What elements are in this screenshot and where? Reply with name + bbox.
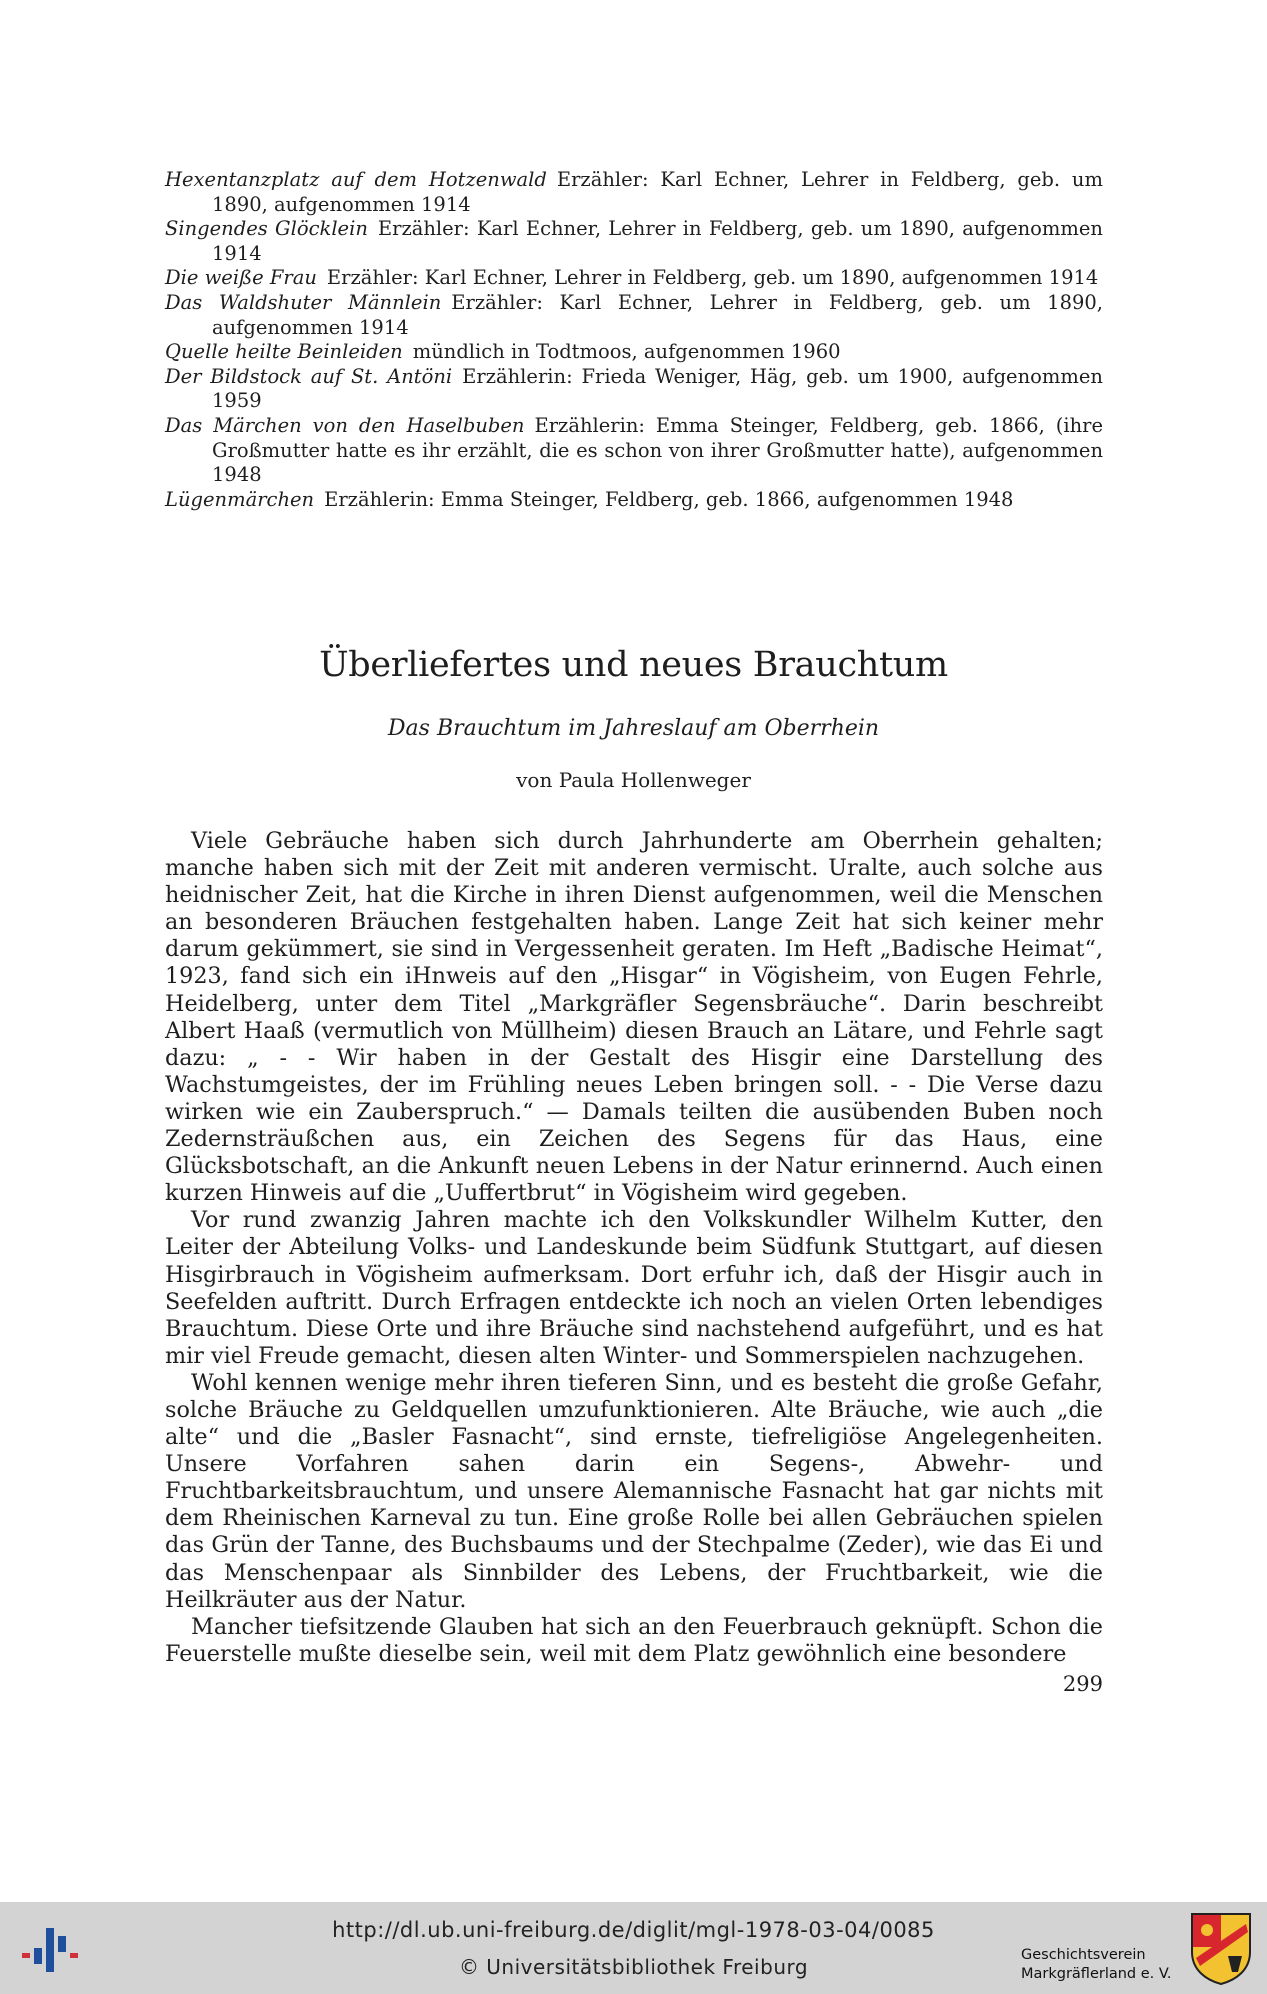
source-title: Das Märchen von den Haselbuben — [165, 413, 525, 437]
copyright-notice: © Universitätsbibliothek Freiburg — [458, 1955, 809, 1979]
source-details: mündlich in Todtmoos, aufgenommen 1960 — [412, 340, 841, 364]
source-details: Erzähler: Karl Echner, Lehrer in Feldberg, geb. um 1890, aufgenommen 1914 — [326, 266, 1099, 290]
source-entry — [165, 488, 1103, 513]
source-title: Hexentanzplatz auf dem Hotzenwald — [165, 168, 547, 191]
source-details: Erzählerin: Frieda Weniger, Häg, geb. um 1900, aufgenommen 1959 — [212, 364, 1103, 413]
coat-of-arms-icon — [1190, 1912, 1252, 1986]
body-paragraph: Viele Gebräuche haben sich durch Jahrhunderte am Oberrhein gehalten; manche haben sich mit der Zeit mit anderen vermischt. Uralte, auch solche aus heidnischer Zeit, hat die Kirche in ihren Dienst aufgenommen, weil die Menschen an besonderen Bräuchen festgehalten haben. Lange Zeit hat sich keiner mehr darum gekümmert, sie sind in Vergessenheit geraten. Im Heft „Badische Heimat“, 1923, fand sich ein iHnweis auf den „Hisgar“ in Vögisheim, von Eugen Fehrle, Heidelberg, unter dem Titel „Markgräfler Segensbräuche“. Darin beschreibt Albert Haaß (vermutlich von Müllheim) diesen Brauch an Lätare, und Fehrle sagt dazu: „ - - Wir haben in der Gestalt des Hisgir eine Darstellung des Wachstumgeistes, der im Frühling neues Leben bringen soll. - - Die Verse dazu wirken wie ein Zauberspruch.“ — Damals teilten die ausübenden Buben noch Zedernsträußchen aus, ein Zeichen des Segens für das Haus, eine Glücksbotschaft, an die Ankunft neuen Lebens in der Natur erinnernd. Auch einen kurzen Hinweis auf die „Uuffertbrut“ in Vögisheim wird gegeben. — [165, 828, 1103, 1207]
source-details: Erzählerin: Emma Steinger, Feldberg, geb. 1866, aufgenommen 1948 — [324, 487, 1014, 511]
article-body — [165, 828, 1103, 1668]
society-line-1: Geschichtsverein — [1021, 1947, 1146, 1963]
source-title: Quelle heilte Beinleiden — [165, 340, 403, 364]
source-list — [165, 168, 1103, 512]
source-title: Lügenmärchen — [165, 487, 315, 511]
source-title: Die weiße Frau — [165, 266, 317, 290]
body-paragraph: Wohl kennen wenige mehr ihren tieferen Sinn, und es besteht die große Gefahr, solche Bräuche zu Geldquellen umzufunktionieren. Alte Bräuche, wie auch „die alte“ und die „Basler Fasnacht“, sind ernste, tiefreligiöse Angelegenheiten. Unsere Vorfahren sahen darin ein Segens-, Abwehr- und Fruchtbarkeitsbrauchtum, und unsere Alemannische Fasnacht hat gar nichts mit dem Rheinischen Karneval zu tun. Eine große Rolle bei allen Gebräuchen spielen das Grün der Tanne, des Buchsbaums und der Stechpalme (Zeder), wie das Ei und das Menschenpaar als Sinnbilder des Lebens, der Fruchtbarkeit, wie die Heilkräuter aus der Natur. — [165, 1369, 1103, 1613]
source-details: Erzähler: Karl Echner, Lehrer in Feldberg, geb. um 1890, aufgenommen 1914 — [212, 290, 1103, 339]
page-number: 299 — [1062, 1672, 1103, 1696]
source-title: Singendes Glöcklein — [165, 217, 368, 241]
source-entry — [165, 414, 1103, 488]
society-line-2: Markgräflerland e. V. — [1021, 1966, 1172, 1982]
source-entry — [165, 168, 1103, 217]
source-entry — [165, 365, 1103, 414]
shield-charge-dot — [1201, 1924, 1213, 1936]
source-title: Das Waldshuter Männlein — [165, 290, 442, 314]
article-title: Überliefertes und neues Brauchtum — [319, 645, 948, 685]
source-entry — [165, 266, 1103, 291]
society-name — [1021, 1946, 1172, 1984]
source-entry — [165, 291, 1103, 340]
body-paragraph: Mancher tiefsitzende Glauben hat sich an den Feuerbrauch geknüpft. Schon die Feuerstelle mußte dieselbe sein, weil mit dem Platz gewöhnlich eine besondere — [165, 1613, 1103, 1667]
footer-bar — [0, 1902, 1267, 1994]
article-subtitle: Das Brauchtum im Jahreslauf am Oberrhein — [387, 716, 880, 741]
body-paragraph: Vor rund zwanzig Jahren machte ich den Volkskundler Wilhelm Kutter, den Leiter der Abteilung Volks- und Landeskunde beim Südfunk Stuttgart, auf diesen Hisgirbrauch in Vögisheim aufmerksam. Dort erfuhr ich, daß der Hisgir auch in Seefelden auftritt. Durch Erfragen entdeckte ich noch an vielen Orten lebendiges Brauchtum. Diese Orte und ihre Bräuche sind nachstehend aufgeführt, und es hat mir viel Freude gemacht, diesen alten Winter- und Sommerspielen nachzugehen. — [165, 1207, 1103, 1369]
source-details: Erzählerin: Emma Steinger, Feldberg, geb. 1866, (ihre Großmutter hatte es ihr erzählt, die es schon von ihrer Großmutter hatte), aufgenommen 1948 — [212, 413, 1103, 487]
shield-quarter-top-right — [1221, 1915, 1249, 1923]
source-details: Erzähler: Karl Echner, Lehrer in Feldberg, geb. um 1890, aufgenommen 1914 — [212, 217, 1103, 265]
source-title: Der Bildstock auf St. Antöni — [165, 364, 453, 388]
article-author: von Paula Hollenweger — [516, 768, 751, 792]
source-details: Erzähler: Karl Echner, Lehrer in Feldberg, geb. um 1890, aufgenommen 1914 — [212, 168, 1103, 216]
permalink[interactable]: http://dl.ub.uni-freiburg.de/diglit/mgl-1978-03-04/0085 — [332, 1918, 935, 1942]
source-entry — [165, 217, 1103, 266]
source-entry — [165, 340, 1103, 365]
